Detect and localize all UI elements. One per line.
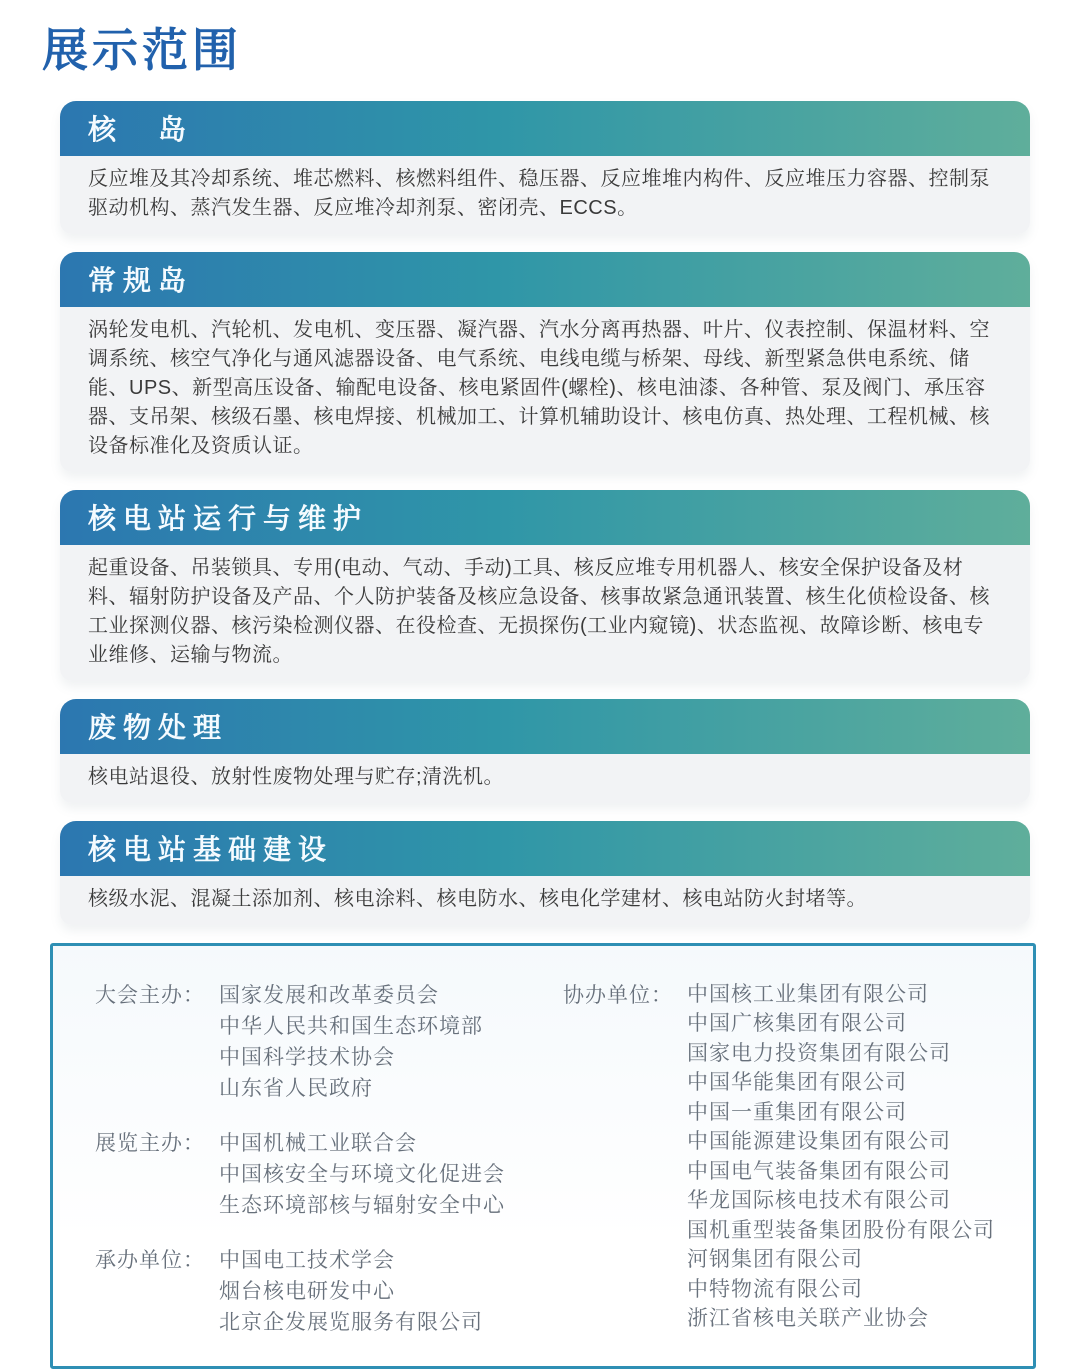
organizer-name-list bbox=[219, 980, 563, 1104]
organizer-group bbox=[95, 1245, 563, 1338]
organizer-name: 中华人民共和国生态环境部 bbox=[219, 1014, 483, 1038]
organizer-name: 中国科学技术协会 bbox=[219, 1045, 395, 1069]
organizer-name-list bbox=[219, 1245, 563, 1338]
organizer-role-label: 大会主办： bbox=[95, 983, 205, 1007]
organizer-name: 中国华能集团有限公司 bbox=[687, 1071, 907, 1095]
section-panel bbox=[60, 821, 1030, 925]
organizer-name: 国家电力投资集团有限公司 bbox=[687, 1041, 951, 1065]
organizer-name: 中国电工技术学会 bbox=[219, 1248, 395, 1272]
organizer-name: 中国核工业集团有限公司 bbox=[687, 982, 929, 1006]
organizer-name: 山东省人民政府 bbox=[219, 1076, 373, 1100]
organizer-role-label: 展览主办： bbox=[95, 1131, 205, 1155]
organizer-name-list bbox=[219, 1128, 563, 1221]
organizer-role-label: 承办单位： bbox=[95, 1248, 205, 1272]
organizer-group bbox=[95, 980, 563, 1104]
organizer-name: 中国广核集团有限公司 bbox=[687, 1012, 907, 1036]
organizer-group bbox=[95, 1128, 563, 1221]
organizer-name: 烟台核电研发中心 bbox=[219, 1279, 395, 1303]
section-panel bbox=[60, 252, 1030, 472]
section-header bbox=[60, 252, 1030, 307]
section-panel bbox=[60, 101, 1030, 234]
section-body-text: 核电站退役、放射性废物处理与贮存;清洗机。 bbox=[88, 765, 505, 788]
organizer-name: 中国能源建设集团有限公司 bbox=[687, 1130, 951, 1154]
section-heading: 核电站运行与维护 bbox=[88, 503, 369, 535]
section-heading: 常规岛 bbox=[88, 265, 194, 297]
section-list bbox=[60, 101, 1030, 925]
organizer-name: 中特物流有限公司 bbox=[687, 1277, 863, 1301]
organizer-name: 中国电气装备集团有限公司 bbox=[687, 1159, 951, 1183]
organizer-name: 中国核安全与环境文化促进会 bbox=[219, 1162, 505, 1186]
organizer-role-label: 协办单位： bbox=[563, 983, 673, 1007]
section-panel bbox=[60, 699, 1030, 803]
section-header bbox=[60, 821, 1030, 876]
section-body bbox=[60, 545, 1030, 681]
organizer-name: 中国一重集团有限公司 bbox=[687, 1100, 907, 1124]
section-body-text: 核级水泥、混凝土添加剂、核电涂料、核电防水、核电化学建材、核电站防火封堵等。 bbox=[88, 887, 867, 910]
organizers-left-column bbox=[95, 980, 563, 1338]
section-heading: 核 岛 bbox=[88, 114, 194, 146]
organizer-name: 国机重型装备集团股份有限公司 bbox=[687, 1218, 995, 1242]
section-body-text: 反应堆及其冷却系统、堆芯燃料、核燃料组件、稳压器、反应堆堆内构件、反应堆压力容器、控制泵驱动机构、蒸汽发生器、反应堆冷却剂泵、密闭壳、ECCS。 bbox=[88, 167, 990, 219]
section-body bbox=[60, 876, 1030, 925]
organizer-name: 华龙国际核电技术有限公司 bbox=[687, 1189, 951, 1213]
organizer-group bbox=[563, 980, 1017, 1334]
section-body-text: 涡轮发电机、汽轮机、发电机、变压器、凝汽器、汽水分离再热器、叶片、仪表控制、保温材料、空调系统、核空气净化与通风滤器设备、电气系统、电线电缆与桥架、母线、新型紧急供电系统、储能、UPS、新型高压设备、输配电设备、核电紧固件(螺栓)、核电油漆、各种管、泵及阀门、承压容器、支吊架、核级石墨、核电焊接、机械加工、计算机辅助设计、核电仿真、热处理、工程机械、核设备标准化及资质认证。 bbox=[88, 318, 990, 457]
organizer-name: 生态环境部核与辐射安全中心 bbox=[219, 1193, 505, 1217]
organizer-name: 河钢集团有限公司 bbox=[687, 1248, 863, 1272]
organizer-name: 北京企发展览服务有限公司 bbox=[219, 1310, 483, 1334]
organizers-box bbox=[50, 943, 1036, 1369]
section-body bbox=[60, 307, 1030, 472]
section-panel bbox=[60, 490, 1030, 681]
section-body-text: 起重设备、吊装锁具、专用(电动、气动、手动)工具、核反应堆专用机器人、核安全保护设备及材料、辐射防护设备及产品、个人防护装备及核应急设备、核事故紧急通讯装置、核生化侦检设备、核工业探测仪器、核污染检测仪器、在役检查、无损探伤(工业内窥镜)、状态监视、故障诊断、核电专业维修、运输与物流。 bbox=[88, 556, 990, 666]
section-header bbox=[60, 699, 1030, 754]
section-body bbox=[60, 754, 1030, 803]
organizer-name-list bbox=[687, 980, 1017, 1334]
section-heading: 废物处理 bbox=[88, 712, 229, 744]
organizer-name: 中国机械工业联合会 bbox=[219, 1131, 417, 1155]
organizers-right-column bbox=[563, 980, 1017, 1334]
organizer-name: 浙江省核电关联产业协会 bbox=[687, 1307, 929, 1331]
page-title: 展示范围 bbox=[42, 24, 242, 76]
section-header bbox=[60, 490, 1030, 545]
section-body bbox=[60, 156, 1030, 234]
organizer-name: 国家发展和改革委员会 bbox=[219, 983, 439, 1007]
section-heading: 核电站基础建设 bbox=[88, 834, 334, 866]
section-header bbox=[60, 101, 1030, 156]
